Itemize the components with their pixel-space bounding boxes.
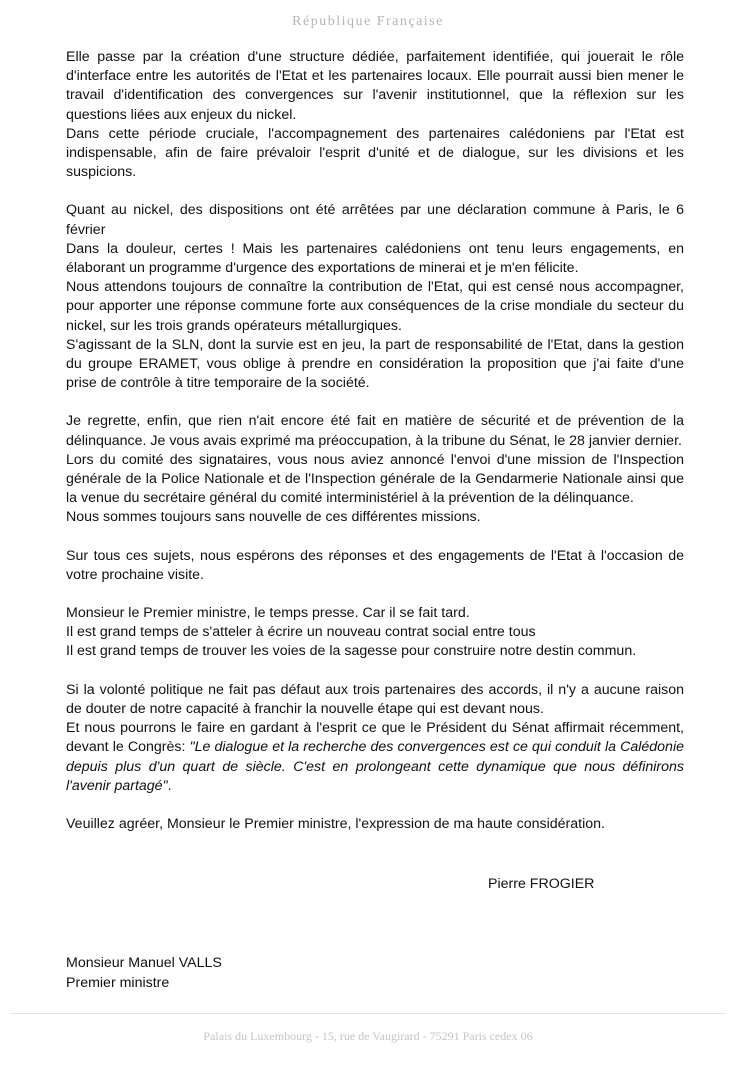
paragraph-closing: Veuillez agréer, Monsieur le Premier ministre, l'expression de ma haute considération.	[66, 815, 605, 832]
letter-body	[66, 48, 684, 834]
paragraph-gap	[66, 528, 684, 547]
signature-name: Pierre FROGIER	[488, 876, 595, 892]
footer-divider	[10, 1013, 726, 1014]
paragraph-comite: Lors du comité des signataires, vous nous aviez annoncé l'envoi d'une mission de l'Inspection générale de la Police Nationale et de l'Inspection générale de la Gendarmerie Nationale ainsi que la venue du secrétaire général du comité interministériel à la prévention de la délinquance.	[66, 451, 684, 507]
paragraph-volonte: Si la volonté politique ne fait pas défaut aux trois partenaires des accords, il n'y a aucune raison de douter de notre capacité à franchir la nouvelle étape qui est devant nous.	[66, 681, 684, 717]
paragraph-contribution: Nous attendons toujours de connaître la contribution de l'Etat, qui est censé nous accompagner, pour apporter une réponse commune forte aux conséquences de la crise mondiale du secteur du nickel, sur les trois grands opérateurs métallurgiques.	[66, 279, 684, 334]
quote-text: "Le dialogue et la recherche des convergences est ce qui conduit la Calédonie depuis plus d'un quart de siècle. C'est en prolongeant cette dynamique que nous définirons l'avenir partagé"	[66, 739, 684, 794]
paragraph-missions: Nous sommes toujours sans nouvelle de ces différentes missions.	[66, 509, 481, 526]
paragraph-gap	[66, 182, 684, 201]
paragraph-president-senat	[66, 719, 684, 796]
quote-intro: Et nous pourrons le faire en gardant à l'esprit ce que le Président du Sénat affirmait récemment, devant le Congrès:	[66, 720, 684, 756]
paragraph-temps-presse: Monsieur le Premier ministre, le temps presse. Car il se fait tard.	[66, 605, 470, 622]
paragraph-gap	[66, 393, 684, 412]
footer-address: Palais du Luxembourg - 15, rue de Vaugirard - 75291 Paris cedex 06	[203, 1029, 533, 1043]
letterhead-title: République Française	[292, 14, 444, 29]
paragraph-contrat-social: Il est grand temps de s'atteler à écrire un nouveau contrat social entre tous	[66, 624, 536, 641]
paragraph-sln: S'agissant de la SLN, dont la survie est en jeu, la part de responsabilité de l'Etat, dans la gestion du groupe ERAMET, vous oblige à prendre en considération la proposition que j'ai faite d'une prise de contrôle à titre temporaire de la société.	[66, 336, 684, 392]
quote-end: .	[167, 777, 172, 794]
paragraph-accompaniment: Dans cette période cruciale, l'accompagnement des partenaires calédoniens par l'Etat est indispensable, afin de faire prévaloir l'esprit d'unité et de dialogue, sur les divisions et les suspicions.	[66, 125, 684, 181]
paragraph-douleur: Dans la douleur, certes ! Mais les partenaires calédoniens ont tenu leurs engagements, en élaborant un programme d'urgence des exportations de minerai et je m'en félicite.	[66, 240, 684, 277]
paragraph-gap	[66, 585, 684, 604]
paragraph-securite: Je regrette, enfin, que rien n'ait encore été fait en matière de sécurité et de prévention de la délinquance. Je vous avais exprimé ma préoccupation, à la tribune du Sénat, le 28 janvier dernier.	[66, 413, 684, 449]
paragraph-gap	[66, 796, 684, 815]
paragraph-nickel: Quant au nickel, des dispositions ont été arrêtées par une déclaration commune à Paris, le 6 février	[66, 202, 684, 238]
paragraph-sujets: Sur tous ces sujets, nous espérons des réponses et des engagements de l'Etat à l'occasion de votre prochaine visite.	[66, 547, 684, 583]
paragraph-sagesse: Il est grand temps de trouver les voies de la sagesse pour construire notre destin commun.	[66, 643, 637, 660]
paragraph-structure: Elle passe par la création d'une structure dédiée, parfaitement identifiée, qui jouerait le rôle d'interface entre les autorités de l'Etat et les partenaires locaux. Elle pourrait aussi bien mener le travail d'identification des convergences sur l'avenir institutionnel, que la réflexion sur les questions liées aux enjeux du nickel.	[66, 49, 684, 123]
paragraph-gap	[66, 662, 684, 681]
recipient-name: Monsieur Manuel VALLS	[66, 955, 222, 971]
recipient-title: Premier ministre	[66, 974, 170, 991]
recipient-block	[66, 954, 222, 993]
